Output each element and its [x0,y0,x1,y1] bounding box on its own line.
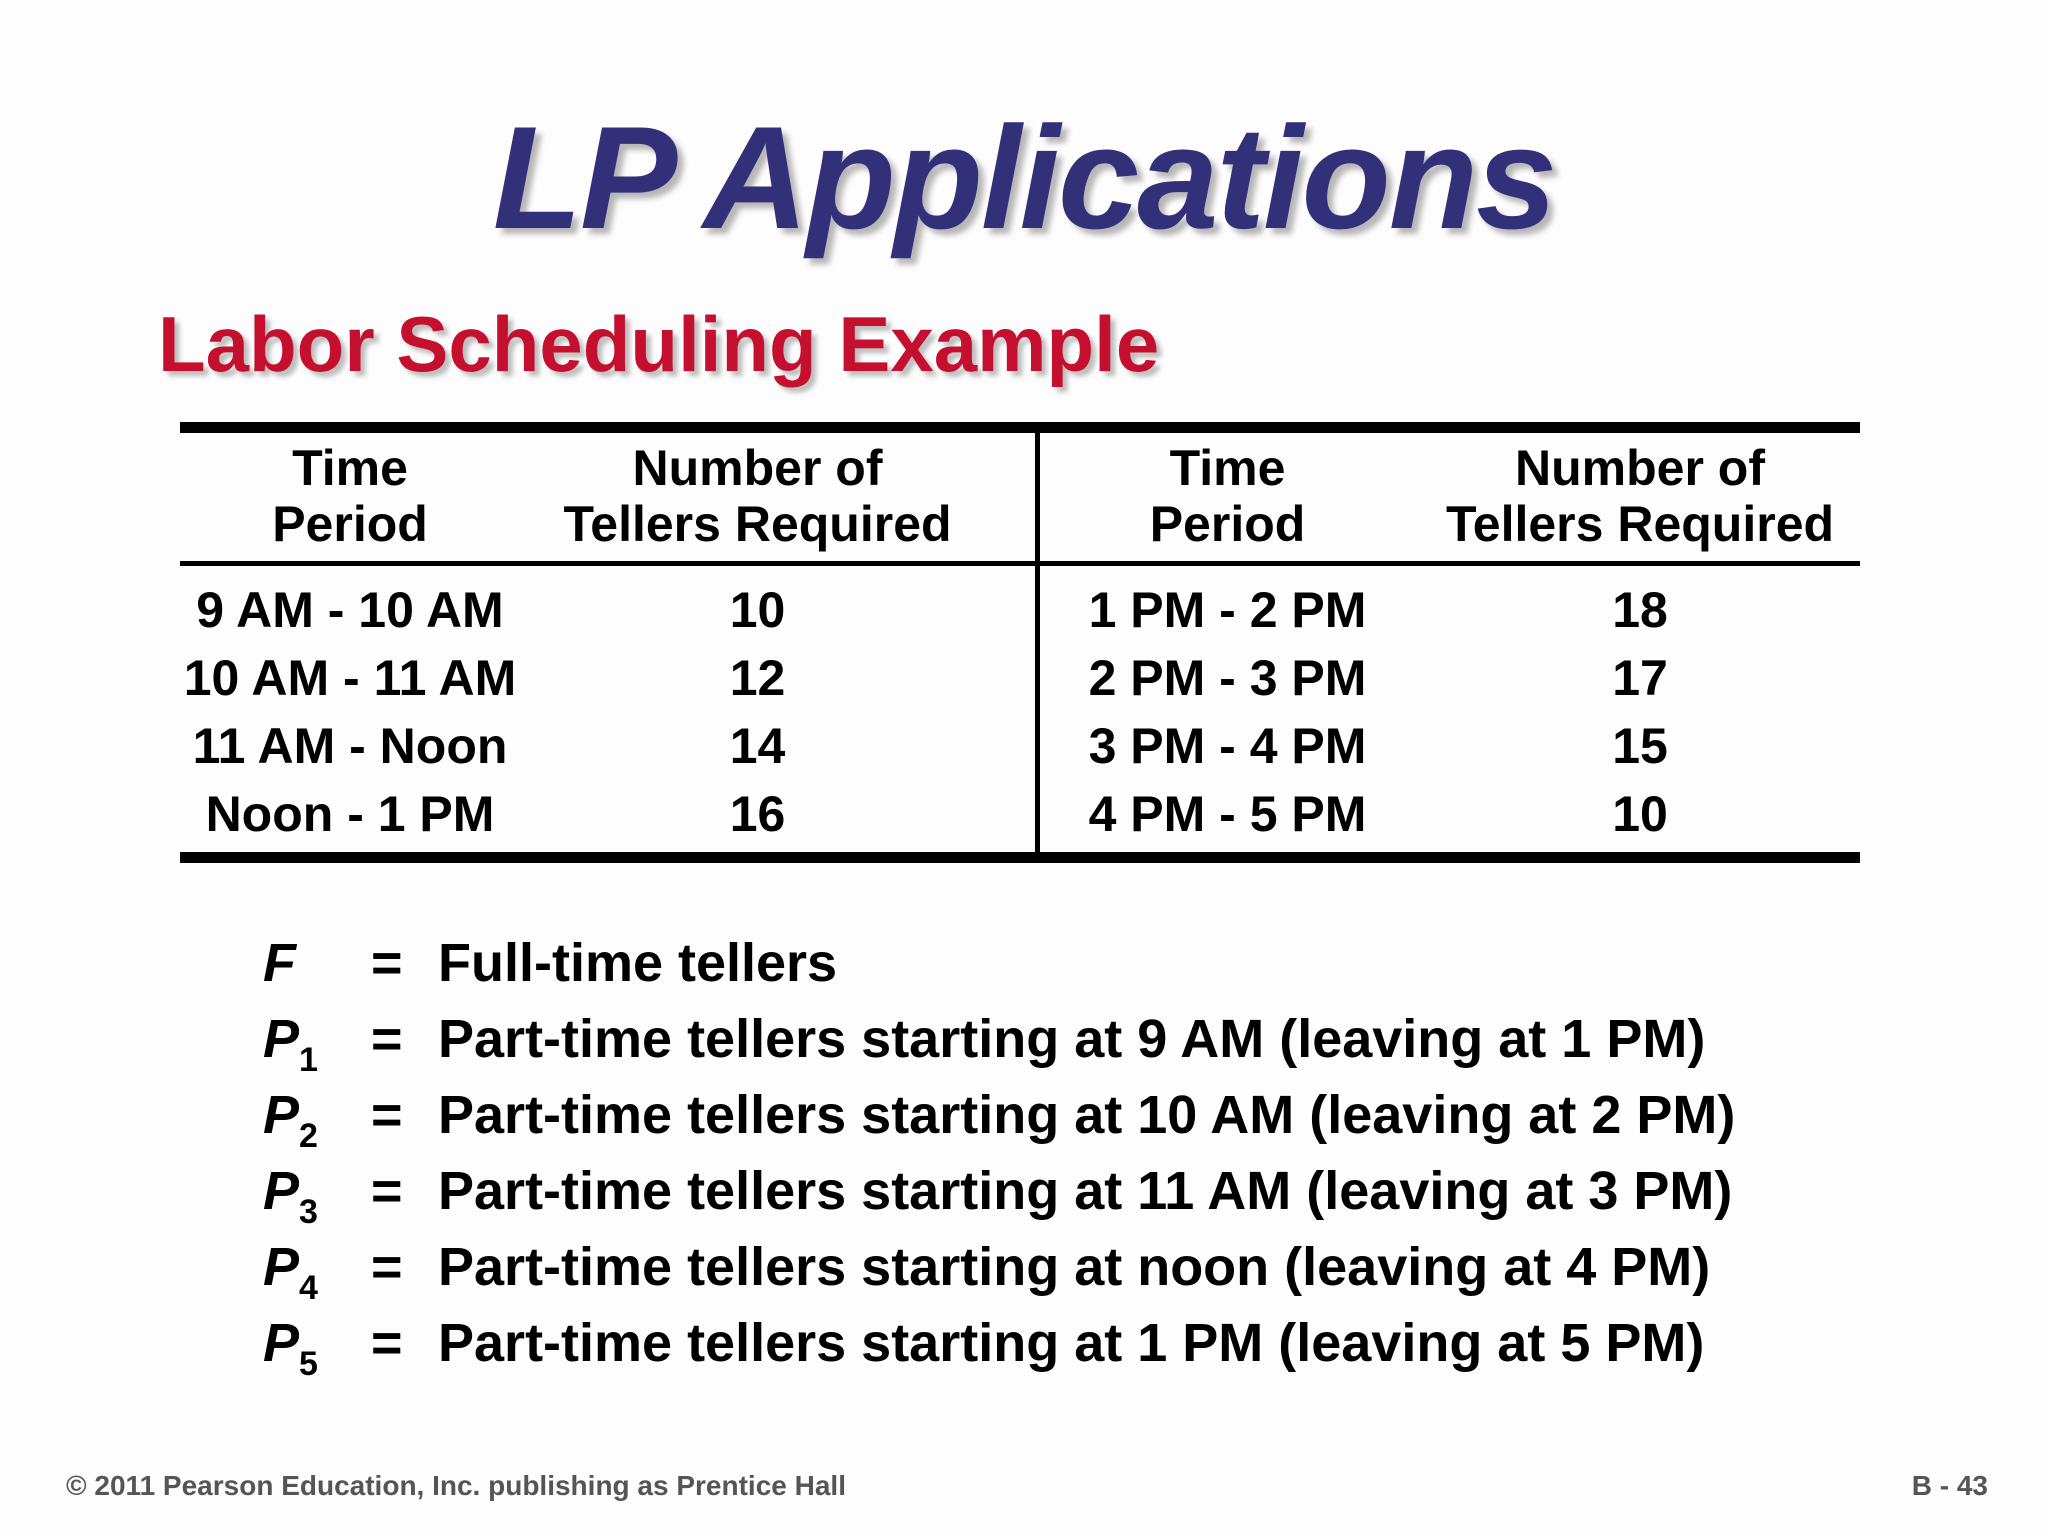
variable-description: Part-time tellers starting at 10 AM (leaving at 2 PM) [438,1085,1736,1145]
table-cell-period: 10 AM - 11 AM [183,650,517,706]
variable-symbol: F [263,933,296,993]
header-time-period-left: Time Period [272,440,428,552]
table-cell-tellers: 10 [729,582,786,638]
slide-subtitle: Labor Scheduling Example [158,300,1160,388]
equals-sign: = [371,933,403,993]
table-cell-period: 9 AM - 10 AM [196,582,504,638]
table-cell-period: 2 PM - 3 PM [1088,650,1367,706]
equals-sign: = [371,1009,403,1069]
variable-description: Part-time tellers starting at 9 AM (leaving at 1 PM) [438,1009,1706,1069]
table-cell-tellers: 12 [729,650,786,706]
table-cell-tellers: 10 [1612,786,1668,842]
header-tellers-left: Number of Tellers Required [563,440,952,552]
left-tellers-column [520,576,995,848]
header-time-period-right: Time Period [1149,440,1306,552]
variable-description: Part-time tellers starting at noon (leaving at 4 PM) [438,1237,1711,1297]
right-period-column [1040,576,1415,848]
table-cell-tellers: 16 [729,786,786,842]
slide-title: LP Applications [492,96,1556,259]
equals-sign: = [371,1313,403,1373]
equals-sign: = [371,1085,403,1145]
left-period-column [180,576,520,848]
equals-sign: = [371,1237,403,1297]
table-cell-period: Noon - 1 PM [205,786,495,842]
table-bottom-rule [180,852,1860,863]
variable-description: Part-time tellers starting at 1 PM (leaving at 5 PM) [438,1313,1705,1373]
table-top-rule [180,422,1860,433]
variable-description: Part-time tellers starting at 11 AM (leaving at 3 PM) [438,1161,1733,1221]
table-cell-period: 11 AM - Noon [192,718,508,774]
table-cell-period: 4 PM - 5 PM [1088,786,1367,842]
table-cell-tellers: 14 [729,718,786,774]
variable-symbol: $P_3$ [263,1161,318,1231]
variable-description: Full-time tellers [438,933,838,993]
page-number: B - 43 [1911,1470,1988,1501]
equals-sign: = [371,1161,403,1221]
table-header-rule [180,561,1860,566]
copyright-footer: © 2011 Pearson Education, Inc. publishing as Prentice Hall [66,1470,846,1501]
table-cell-tellers: 15 [1612,718,1668,774]
variable-symbol: $P_2$ [263,1085,318,1155]
table-cell-tellers: 18 [1612,582,1668,638]
table-cell-tellers: 17 [1612,650,1668,706]
header-tellers-right: Number of Tellers Required [1445,440,1835,552]
variable-symbol: $P_1$ [263,1009,318,1079]
variable-symbol: $P_4$ [263,1237,318,1307]
right-tellers-column [1420,576,1860,848]
table-cell-period: 1 PM - 2 PM [1088,582,1367,638]
table-cell-period: 3 PM - 4 PM [1088,718,1367,774]
variable-symbol: $P_5$ [263,1313,318,1383]
